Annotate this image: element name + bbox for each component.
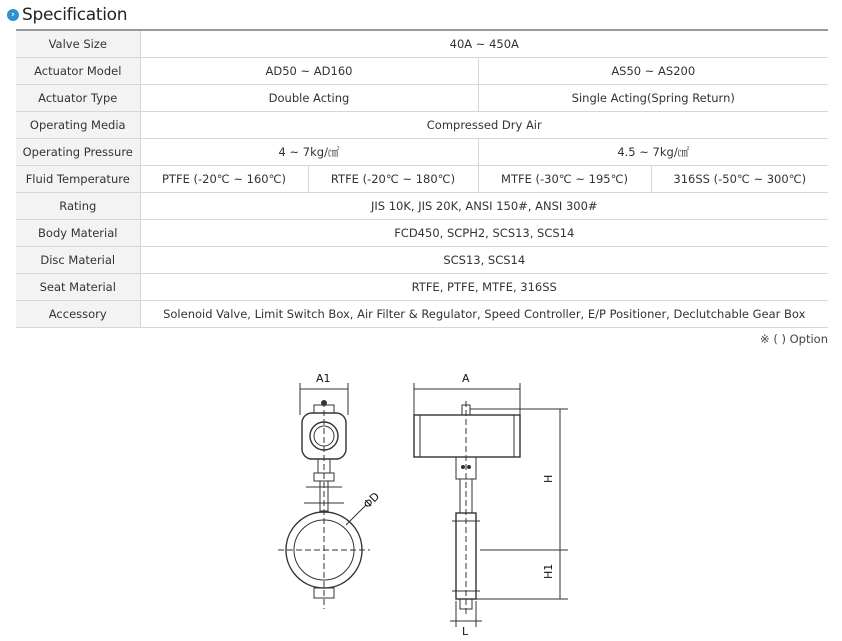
cell-value: Single Acting(Spring Return) [478,85,828,112]
table-row [16,247,828,274]
table-row [16,274,828,301]
table-row [16,139,828,166]
chevron-right-icon: › [7,9,19,21]
row-label: Fluid Temperature [16,166,140,193]
dim-h1-label: H1 [542,563,555,579]
cell-value: SCS13, SCS14 [140,247,828,274]
row-label: Accessory [16,301,140,328]
row-label: Seat Material [16,274,140,301]
cell-value: 40A ~ 450A [140,30,828,58]
cell-value: MTFE (-30℃ ~ 195℃) [478,166,651,193]
specification-table [16,29,828,328]
cell-value: AD50 ~ AD160 [140,58,478,85]
table-row [16,220,828,247]
option-note: ※ ( ) Option [760,332,828,346]
table-row [16,30,828,58]
cell-value: 4 ~ 7kg/㎠ [140,139,478,166]
dim-d-label: ΦD [360,489,383,512]
row-label: Disc Material [16,247,140,274]
cell-value: FCD450, SCPH2, SCS13, SCS14 [140,220,828,247]
table-row [16,301,828,328]
dim-a1-label: A1 [316,372,331,385]
cell-value: 4.5 ~ 7kg/㎠ [478,139,828,166]
table-row [16,193,828,220]
cell-value: AS50 ~ AS200 [478,58,828,85]
page-title: Specification [22,5,128,25]
table-row [16,58,828,85]
dim-a-label: A [462,372,470,385]
table-row [16,112,828,139]
row-label: Operating Media [16,112,140,139]
row-label: Rating [16,193,140,220]
row-label: Body Material [16,220,140,247]
cell-value: JIS 10K, JIS 20K, ANSI 150#, ANSI 300# [140,193,828,220]
valve-dimension-drawing [270,365,580,635]
cell-value: RTFE, PTFE, MTFE, 316SS [140,274,828,301]
dim-l-label: L [462,625,469,635]
cell-value: Double Acting [140,85,478,112]
row-label: Operating Pressure [16,139,140,166]
section-title [7,4,127,26]
cell-value: RTFE (-20℃ ~ 180℃) [308,166,478,193]
row-label: Valve Size [16,30,140,58]
cell-value: Compressed Dry Air [140,112,828,139]
table-row [16,85,828,112]
row-label: Actuator Model [16,58,140,85]
dim-h-label: H [542,474,555,483]
cell-value: PTFE (-20℃ ~ 160℃) [140,166,308,193]
cell-value: 316SS (-50℃ ~ 300℃) [651,166,828,193]
table-row [16,166,828,193]
row-label: Actuator Type [16,85,140,112]
cell-value: Solenoid Valve, Limit Switch Box, Air Filter & Regulator, Speed Controller, E/P Positioner, Declutchable Gear Box [140,301,828,328]
